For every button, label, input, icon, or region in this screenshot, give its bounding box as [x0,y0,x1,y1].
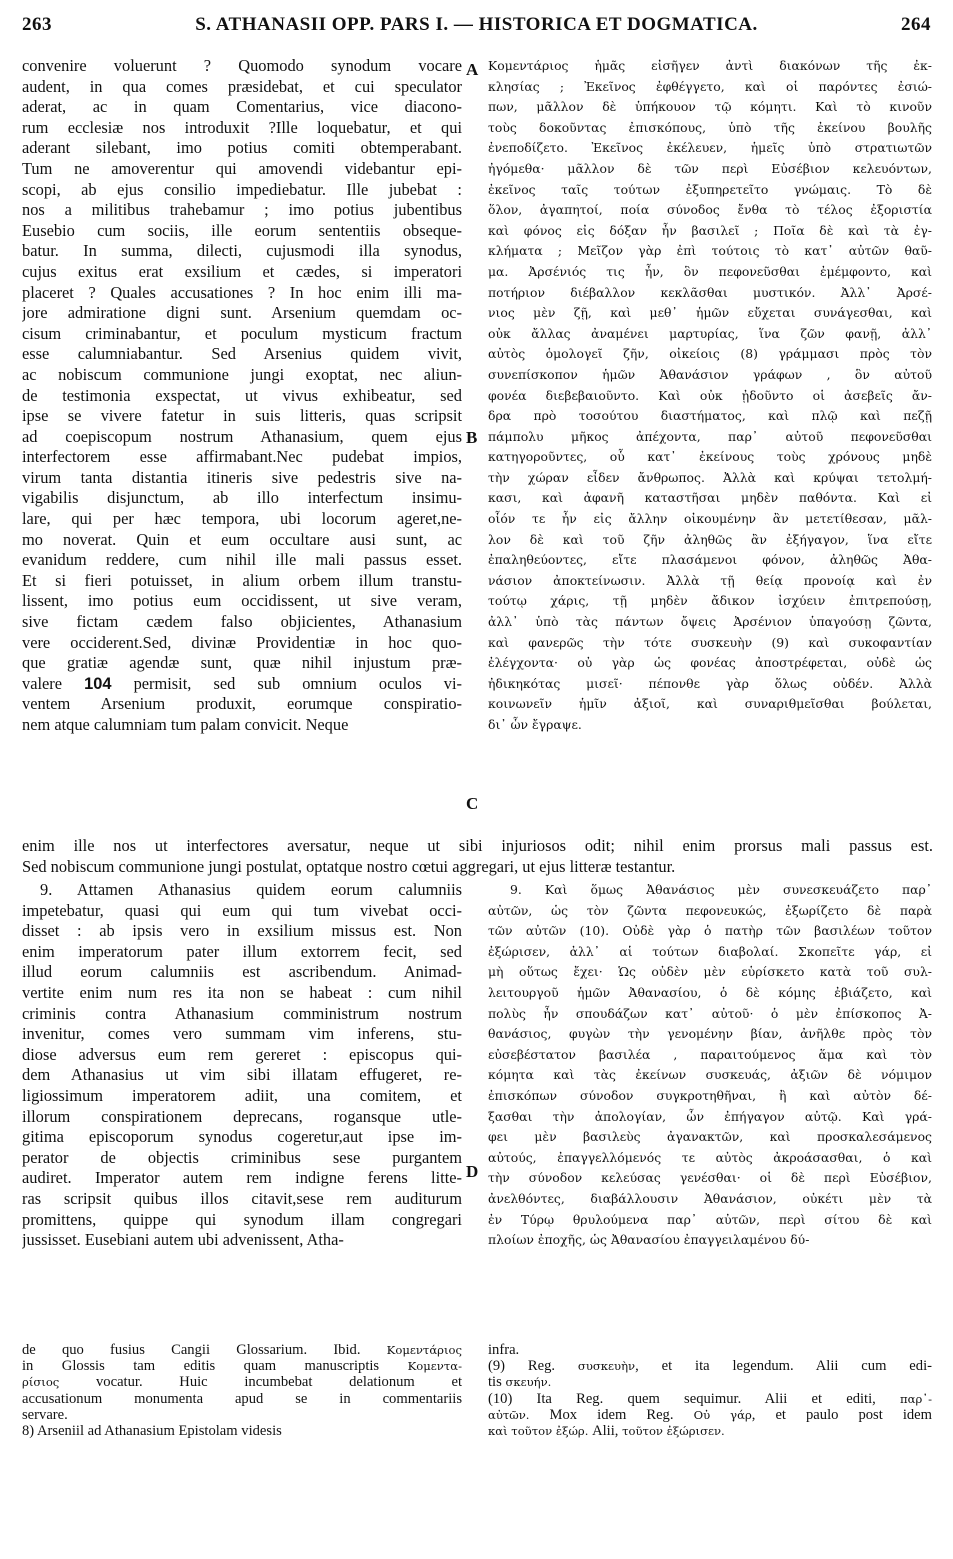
text-line: nos a militibus trahebamur ; imo potius jubentibus [22,200,462,220]
text-line: virum tanta distantia itineris sive pedestris sive na- [22,467,462,487]
text-line: ligiossimum imperatorem adiit, una comitem, et [22,1085,462,1105]
text-line: ἐκεῖνος ταῖς τούτων ἐξυπηρετεῖτο γνώμαις. Τὸ δὲ [488,181,932,197]
text-line: δρα πρὸ τοσούτου διαστήματος, καὶ πλῷ καὶ πεζῇ [488,408,932,424]
text-line: batur. In summa, dilecti, cujusmodi illa synodus, [22,241,462,261]
text-line: καὶ φανερῶς τὴν τότε συσκευὴν (9) καὶ συκοφαντίαν [488,634,932,650]
text-line: τούτῳ χάρις, τῇ μηδὲν ἄδικον ἰσχύειν ἐπιτρεπούσῃ, [488,593,932,609]
text-line: invenitur, comes vero summam vim inferens, stu- [22,1024,462,1044]
text-line: disset : ab ipsis vero in exsilium missus est. Non [22,921,462,941]
footnote-line: accusationum monumenta apud se in commentariis [22,1390,462,1407]
text-line: evanidum reddere, cum nihil ille mali passus esset. [22,550,462,570]
text-line: perator de objectis criminibus sese purgantem [22,1147,462,1167]
text-line: ἐλέγχοντα· οὐ γὰρ ὡς φονέας ἀποστρέφεται, οὐδὲ ὡς [488,655,932,671]
running-header [22,14,931,44]
text-line: audiret. Imperator autem rem indigne ferens litte- [22,1168,462,1188]
margin-letter-c: C [466,794,479,813]
text-line: aderant silebant, imo potius comiti obtemperabant. [22,138,462,158]
footnotes-left [22,1342,462,1439]
text-line: Eusebio cum sociis, ille eorum sententiis obseque- [22,220,462,240]
footnote-line: καὶ τοῦτον ἐξώρ. Alii, τοῦτον ἐξώρισεν. [488,1422,725,1439]
text-line: convenire voluerunt ? Quomodo synodum vocare [22,56,462,75]
text-line: impetebatur, quasi qui eum qui tum vivebat occi- [22,900,462,920]
text-line: enim imperatorum pater illum extorrem fecit, sed [22,941,462,961]
text-line: illud eorum calumniis est ascribendum. Animad- [22,962,462,982]
text-line: Et si fieri potuisset, in alium orbem illum transtu- [22,570,462,590]
margin-letter-a: A [466,60,479,79]
text-line: νάσιον ἀποκτείνωσιν. Ἀλλὰ τῇ θείᾳ προνοίᾳ καὶ ἐν [488,572,932,588]
text-line: illorum conspirationem deprecans, rogansque utle- [22,1106,462,1126]
text-line: ἀλλ᾽ ὑπὸ τὰς πάντων ὄψεις Ἀρσένιον ὑπαγούσῃ ζῶντα, [488,614,932,630]
page-number-right: 264 [901,14,931,35]
text-line: οὐκ ἄλλας ἀναμένει μαρτυρίας, ἵνα ζῶν φανῇ, ἀλλ᾽ [488,325,932,341]
footnote-line: infra. [488,1342,520,1358]
text-line: ipse se vivere fatetur in suis litteris, quas scripsit [22,406,462,426]
text-line: τὴν χώραν εἶδεν ἄνθρωπος. Ἀλλὰ καὶ κρύψαι τετολμή- [488,469,932,485]
text-line: λειτουργοῦ ἡμῶν Ἀθανασίου, ὁ δὲ κόμης ἐβιάζετο, καὶ [488,984,932,1000]
greek-column-top [488,56,932,736]
text-line: αὐτούς, ἐπαγγελλόμενός τε αὐτὸς ἀκροάσασθαι, ὁ καὶ [488,1149,932,1165]
footnote-line: in Glossis tam editis quam manuscriptis Κομεντα- [22,1358,462,1375]
footnote-line: tis σκευήν. [488,1374,552,1391]
text-line: μὴ οὕτως ἔχει· Ὡς οὐδὲν μὲν εὑρίσκετο κατὰ τοῦ συλ- [488,964,932,980]
text-line: ac nobiscum communione jungi exoptat, nec aliun- [22,364,462,384]
text-line: ἐνεποδίζετο. Ἐκεῖνος ἐκέλευεν, ἡμεῖς ὑπὸ στρατιωτῶν [488,140,932,156]
text-line: promittens, quippe qui synodum illam congregari [22,1209,462,1229]
footnote-line: de quo fusius Cangii Glossarium. Ibid. Κομεντάριος [22,1342,462,1358]
text-line: criminis contra Athanasium comministrum nostrum [22,1003,462,1023]
text-line: τῶν αὐτῶν (10). Οὐδὲ γὰρ ὁ πατὴρ τῶν βασιλέων τοῦτον [488,923,932,939]
text-line: πλοίων ἐποχῆς, ὡς Ἀθανασίου ἐπαγγειλαμένου δύ- [488,1232,810,1248]
text-line: de testimonia exspectat, ut vivus exhibeatur, sed [22,385,462,405]
text-line: placeret ? Quales accusationes ? In hoc enim illi ma- [22,282,462,302]
margin-letter-d: D [466,1162,479,1181]
text-line: τὴν σύνοδον κελεύσας γενέσθαι· οἱ δὲ περὶ Εὐσέβιον, [488,1170,932,1186]
text-line: cujus exitus erat exsilium et cædes, si imperatori [22,261,462,281]
text-line: πολὺς ἦν σπουδάζων κατ᾽ αὐτοῦ· ὁ μὲν ἐπίσκοπος Ἀ- [488,1005,932,1021]
text-line: scopi, ab ejus consilio impediebatur. Ille jubebat : [22,179,462,199]
footnote-line: servare. [22,1406,68,1423]
text-line: valere 104 permisit, sed sub omnium oculos vi- [22,673,462,693]
latin-column-top [22,56,462,736]
text-line: φονέα διεβεβαιοῦντο. Καὶ οὐκ ᾐδοῦντο οἱ ἀσεβεῖς ἄν- [488,387,932,403]
text-line: τοὺς δοκοῦντας ἐπισκόπους, ὑπὸ τῆς ἐκείνου βουλῆς [488,119,932,135]
text-line: ἀνελθόντες, διαβάλλουσιν Ἀθανάσιον, οὐκέτι μὲν τὰ [488,1190,932,1206]
text-line: ἠγόμεθα· μᾶλλον δὲ τῶν περὶ Εὐσέβιον κελευόντων, [488,160,932,176]
full-width-latin [22,836,933,877]
page-reference-number: 104 [84,674,112,693]
text-line: συνεπίσκοπον ἡμῶν Ἀθανάσιον γράφων , ὃν αὐτοῦ [488,366,932,382]
text-line: rum ecclesiæ nos introduxit ?Ille loquebatur, et qui [22,117,462,137]
text-line: ποτήριον διέβαλλον κεκλᾶσθαι μυστικόν. Ἀλλ᾽ Ἀρσέ- [488,284,932,300]
text-line: interfectorem esse affirmabant.Nec pudebat impios, [22,447,462,467]
text-line: εὐσεβέστατον βασιλέα , παραιτούμενος ἅμα καὶ τὸν [488,1046,932,1062]
text-line: 9. Καὶ ὅμως Ἀθανάσιος μὲν συνεσκευάζετο παρ᾽ [510,882,932,897]
text-line: sive fictam cædem falso objicientes, Athanasium [22,612,462,632]
text-line: λον δὲ καὶ τοῦ ζῆν ἀληθῶς ἂν ἐξήγαγον, ἵνα εἴτε [488,531,932,547]
text-line: lare, qui per hæc tempora, ubi locorum ageret,ne- [22,509,462,529]
text-line: ἐπαληθεύοντες, εἴτε πλασάμενοι φόνον, ἀληθῶς Ἀθα- [488,552,932,568]
text-line: ad coepiscopum nostrum Athanasium, quem ejus [22,426,462,446]
text-line: ras scripsit quibus illos citavit,sese rem auditurum [22,1188,462,1208]
text-line: αὐτὸς ὁμολογεῖ ζῆν, οἰκείοις (8) γράμμασι πρὸς τὸν [488,346,932,362]
text-line: ἐπισκόπων σύνοδον συγκροτηθῆναι, ἢ καὶ αὐτὸν δέ- [488,1087,932,1103]
text-line: 9. Attamen Athanasius quidem eorum calumniis [40,880,462,899]
text-line: diose adversus eum rem gereret : episcopus qui- [22,1044,462,1064]
footnote-8: 8) Arseniil ad Athanasium Epistolam videsis [22,1422,282,1439]
text-line: cisum criminabantur, et poculum mysticum fractum [22,323,462,343]
running-title: S. ATHANASII OPP. PARS I. — HISTORICA ET DOGMATICA. [195,14,758,35]
text-line: ἐν Τύρῳ θρυλούμενα παρ᾽ αὐτῶν, περὶ σίτου δὲ καὶ [488,1211,932,1227]
text-line: dem Athanasius ut vim sibi illatam effugeret, re- [22,1065,462,1085]
text-line: οἷόν τε ἦν εἰς ἄλλην οἰκουμένην ἂν μετετίθεσαν, μᾶλ- [488,511,932,527]
text-line: lissent, imo potius eum occidissent, ut sive veram, [22,591,462,611]
text-line: jore admiratione digni sunt. Arsenium quemdam oc- [22,303,462,323]
footnote-9: (9) Reg. συσκευὴν, et ita legendum. Alii cum edi- [488,1358,932,1375]
text-line: nem atque calumniam tum palam convicit. Neque [22,715,349,734]
text-line: vertite enim num res ita non se habeat : cum nihil [22,982,462,1002]
text-line: ventem Arsenium produxit, eorumque conspiratio- [22,694,462,714]
text-line: νιος μὲν ζῇ, καὶ μεθ᾽ ἡμῶν εὔχεται συνάγεσθαι, καὶ [488,305,932,321]
text-line: αὐτῶν, ὡς τὸν ζῶντα πεφονευκώς, ἐξωρίζετο δὲ παρὰ [488,902,932,918]
text-line: κλήματα ; Μεῖζον γὰρ ἐπὶ τούτοις τὸ κατ᾽ αὐτῶν θαῦ- [488,243,932,259]
page-number-left: 263 [22,14,52,35]
text-line: φει μὲν βασιλεὺς ἀγανακτῶν, καὶ προσκαλεσάμενος [488,1129,932,1145]
text-line: ἠδικηκότας μισεῖ· πέπονθε γὰρ ὅλως οὐδέν. Ἀλλὰ [488,675,932,691]
text-line: κοινωνεῖν ἡμῖν ἀξιοῖ, καὶ συναριθμεῖσθαι βούλεται, [488,696,932,712]
text-line: esse calumniabantur. Sed Arsenius quidem vivit, [22,344,462,364]
text-line: ὅλον, ἀγαπητοί, ποία σύνοδος ἔνθα τὸ τέλος ἐξοριστία [488,202,932,218]
text-line: καὶ φόνος εἰς δόξαν ἦν βασιλεῖ ; Ποῖα δὲ καὶ τὰ ἐγ- [488,222,932,238]
text-line: Κομεντάριος ἡμᾶς εἰσῆγεν ἀντὶ διακόνων τῆς ἐκ- [488,58,932,73]
text-line: mo noverat. Quin et eum occultare ausi sunt, ac [22,529,462,549]
text-line: enim ille nos ut interfectores aversatur, neque ut sibi injuriosos odit; nihil enim prorsus mali passus est. [22,836,933,855]
latin-column-bottom [22,880,462,1251]
footnote-line: ρίσιος vocatur. Huic incumbebat delationum et [22,1374,462,1391]
text-line: θανάσιος, φυγὼν τὴν γενομένην βίαν, ἀνῆλθε πρὸς τὸν [488,1026,932,1042]
text-line: aderat, ac in quam Comentarius, vice diacono- [22,97,462,117]
footnote-10: (10) Ita Reg. quem sequimur. Alii et editi, παρ᾽- [488,1390,932,1407]
text-line: que gratiæ agendæ sunt, quæ nihil injustum præ- [22,653,462,673]
text-line: ξασθαι τὴν ἀπολογίαν, ὧν ἐπήγαγον αὐτῷ. Καὶ γρά- [488,1108,932,1124]
text-line: δι᾽ ὧν ἔγραψε. [488,717,582,732]
footnotes-right [488,1342,932,1439]
text-line: κατηγοροῦντες, οὗ κατ᾽ ἐκείνους τοὺς χρόνους μηδὲ [488,449,932,465]
text-line: κλησίας ; Ἐκεῖνος ἐφθέγγετο, καὶ οἱ παρόντες ἐσιώ- [488,78,932,94]
text-line: πάμπολυ μῆκος ἀπέχοντα, παρ᾽ αὐτοῦ πεφονεῦσθαι [488,428,932,444]
footnote-line: αὐτῶν. Mox idem Reg. Οὐ γάρ, et paulo post idem [488,1406,932,1423]
text-line: vere occiderent.Sed, divinæ Providentiæ in hoc quo- [22,632,462,652]
text-line: gitima episcoporum synodus cogeretur,aut ipse im- [22,1127,462,1147]
greek-column-bottom [488,880,932,1251]
text-line: κόμητα καὶ τὰς ἐκείνων συσκευάς, ἀξιῶν δὲ νόμιμον [488,1067,932,1083]
text-line: Sed nobiscum communione jungi postulat, optatque nostro cœtui aggregari, ut ejus litteræ testantur. [22,856,676,876]
text-line: κασι, καὶ ἀφανῆ καταστῆσαι μηδὲν παθόντα. Καὶ εἰ [488,490,932,506]
text-line: πων, μᾶλλον δὲ ὑπήκουον τῷ κόμητι. Καὶ τὸ κινοῦν [488,99,932,115]
text-line: Tum ne amoverentur qui amovendi videbantur epi- [22,158,462,178]
text-line: audent, in qua comes præsidebat, et cui speculator [22,76,462,96]
text-line: μα. Ἀρσένιός τις ἦν, ὃν πεφονεῦσθαι ἐμέμφοντο, καὶ [488,263,932,279]
margin-letter-b: B [466,428,478,447]
text-line: jussisset. Eusebiani autem ubi advenissent, Atha- [22,1230,344,1250]
text-line: vigabilis disjunctum, ab illo interfectum insimu- [22,488,462,508]
text-line: ἐξώρισεν, ἀλλ᾽ αἱ τούτων διαβολαί. Σκοπεῖτε γάρ, εἰ [488,943,932,959]
